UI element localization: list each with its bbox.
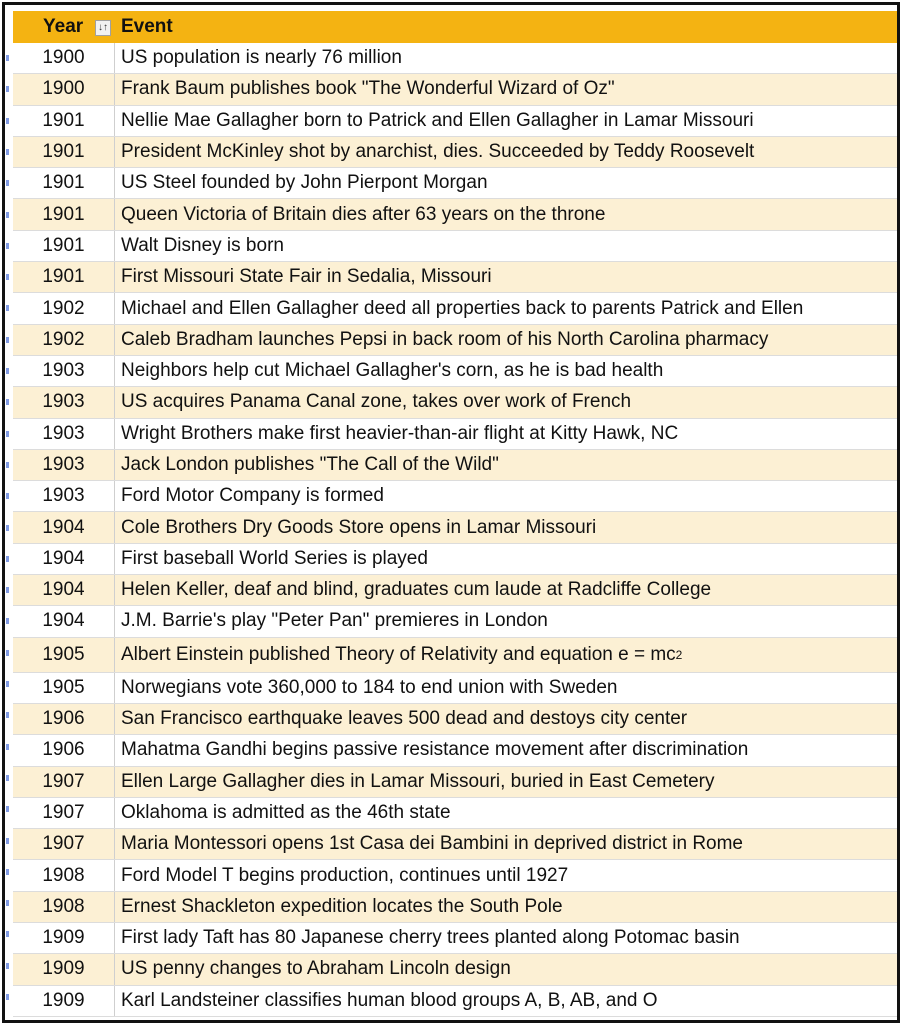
table-row[interactable] <box>13 419 897 450</box>
event-text: Caleb Bradham launches Pepsi in back room of his North Carolina pharmacy <box>121 328 769 350</box>
table-row[interactable] <box>13 986 897 1017</box>
year-cell[interactable]: 1903 <box>13 356 115 386</box>
row-edge-tick <box>6 243 9 249</box>
table-row[interactable] <box>13 450 897 481</box>
event-cell[interactable] <box>115 137 754 167</box>
table-row[interactable] <box>13 923 897 954</box>
table-row[interactable] <box>13 199 897 230</box>
row-edge-tick <box>6 337 9 343</box>
row-edge-tick <box>6 493 9 499</box>
row-edge-tick <box>6 86 9 92</box>
event-cell[interactable] <box>115 387 631 417</box>
table-row[interactable] <box>13 860 897 891</box>
table-row[interactable] <box>13 325 897 356</box>
event-text: Ford Motor Company is formed <box>121 485 384 507</box>
year-cell[interactable]: 1904 <box>13 606 115 636</box>
row-edge-tick <box>6 806 9 812</box>
row-edge-tick <box>6 399 9 405</box>
event-cell[interactable] <box>115 481 384 511</box>
year-cell[interactable]: 1901 <box>13 231 115 261</box>
year-cell[interactable]: 1904 <box>13 544 115 574</box>
event-text: Queen Victoria of Britain dies after 63 years on the throne <box>121 203 606 225</box>
row-edge-tick <box>6 838 9 844</box>
event-cell[interactable] <box>115 262 492 292</box>
table-row[interactable] <box>13 106 897 137</box>
header-year-label: Year <box>43 16 84 37</box>
row-edge-tick <box>6 963 9 969</box>
event-text: Jack London publishes "The Call of the Wild" <box>121 454 499 475</box>
row-edge-tick <box>6 869 9 875</box>
table-header <box>13 11 897 43</box>
year-cell[interactable]: 1904 <box>13 512 115 542</box>
row-edge-tick <box>6 650 9 656</box>
table-row[interactable] <box>13 262 897 293</box>
event-cell[interactable] <box>115 767 715 797</box>
table-row[interactable] <box>13 387 897 418</box>
year-cell[interactable]: 1901 <box>13 168 115 198</box>
event-cell[interactable] <box>115 606 548 636</box>
event-text: Frank Baum publishes book "The Wonderful Wizard of Oz" <box>121 78 615 100</box>
event-text: Nellie Mae Gallagher born to Patrick and Ellen Gallagher in Lamar Missouri <box>121 109 754 131</box>
year-cell[interactable]: 1909 <box>13 954 115 984</box>
row-edge-tick <box>6 681 9 687</box>
event-cell[interactable] <box>115 544 428 574</box>
event-text: Mahatma Gandhi begins passive resistance movement after discrimination <box>121 739 749 761</box>
spreadsheet-frame <box>2 2 900 1023</box>
event-text: San Francisco earthquake leaves 500 dead and destoys city center <box>121 708 688 730</box>
year-cell[interactable]: 1900 <box>13 43 115 73</box>
table-row[interactable] <box>13 829 897 860</box>
event-text: President McKinley shot by anarchist, dies. Succeeded by Teddy Roosevelt <box>121 141 755 163</box>
table-row[interactable] <box>13 512 897 543</box>
event-text: Cole Brothers Dry Goods Store opens in Lamar Missouri <box>121 516 597 538</box>
year-cell[interactable]: 1905 <box>13 673 115 703</box>
year-cell[interactable]: 1908 <box>13 860 115 890</box>
year-cell[interactable]: 1902 <box>13 293 115 323</box>
table-row[interactable] <box>13 767 897 798</box>
event-text: US penny changes to Abraham Lincoln design <box>121 958 511 980</box>
event-text: Ford Model T begins production, continues until 1927 <box>121 864 569 886</box>
year-cell[interactable]: 1905 <box>13 638 115 672</box>
table-row[interactable] <box>13 606 897 637</box>
event-text: US population is nearly 76 million <box>121 47 402 69</box>
year-cell[interactable]: 1903 <box>13 450 115 480</box>
row-edge-tick <box>6 368 9 374</box>
year-cell[interactable]: 1901 <box>13 137 115 167</box>
year-cell[interactable]: 1902 <box>13 325 115 355</box>
row-edge-tick <box>6 431 9 437</box>
table-row[interactable] <box>13 544 897 575</box>
event-text: US Steel founded by John Pierpont Morgan <box>121 172 488 194</box>
row-edge-tick <box>6 744 9 750</box>
event-text: J.M. Barrie's play "Peter Pan" premieres in London <box>121 610 548 632</box>
event-text: Oklahoma is admitted as the 46th state <box>121 801 451 823</box>
event-text: Neighbors help cut Michael Gallagher's corn, as he is bad health <box>121 360 664 382</box>
year-cell[interactable]: 1906 <box>13 735 115 765</box>
year-cell[interactable]: 1907 <box>13 829 115 859</box>
event-cell[interactable] <box>115 325 768 355</box>
table-row[interactable] <box>13 168 897 199</box>
event-cell[interactable] <box>115 419 678 449</box>
event-cell[interactable] <box>115 356 663 386</box>
row-edge-tick <box>6 55 9 61</box>
year-cell[interactable]: 1909 <box>13 986 115 1016</box>
year-cell[interactable]: 1906 <box>13 704 115 734</box>
year-cell[interactable]: 1901 <box>13 262 115 292</box>
event-cell[interactable] <box>115 986 658 1016</box>
table-row[interactable] <box>13 231 897 262</box>
row-selector-edge <box>5 43 13 1023</box>
table-row[interactable] <box>13 638 897 673</box>
table-row[interactable] <box>13 575 897 606</box>
event-cell[interactable] <box>115 512 596 542</box>
event-text: Michael and Ellen Gallagher deed all properties back to parents Patrick and Ellen <box>121 297 804 319</box>
year-cell[interactable]: 1903 <box>13 481 115 511</box>
event-cell[interactable] <box>115 954 511 984</box>
row-edge-tick <box>6 994 9 1000</box>
year-cell[interactable]: 1901 <box>13 106 115 136</box>
row-edge-tick <box>6 118 9 124</box>
year-cell[interactable]: 1909 <box>13 923 115 953</box>
event-cell[interactable] <box>115 199 605 229</box>
row-edge-tick <box>6 462 9 468</box>
table-row[interactable] <box>13 954 897 985</box>
event-cell[interactable] <box>115 829 743 859</box>
year-cell[interactable]: 1903 <box>13 419 115 449</box>
event-cell[interactable] <box>115 168 488 198</box>
event-text: Wright Brothers make first heavier-than-air flight at Kitty Hawk, NC <box>121 422 679 444</box>
year-cell[interactable]: 1901 <box>13 199 115 229</box>
event-cell[interactable] <box>115 106 754 136</box>
table-row[interactable] <box>13 673 897 704</box>
row-edge-tick <box>6 587 9 593</box>
year-cell[interactable]: 1904 <box>13 575 115 605</box>
event-cell[interactable] <box>115 735 748 765</box>
event-text: Helen Keller, deaf and blind, graduates cum laude at Radcliffe College <box>121 579 712 601</box>
event-cell[interactable] <box>115 575 711 605</box>
event-cell[interactable] <box>115 892 563 922</box>
sort-filter-icon[interactable]: ↓↑ <box>95 20 111 36</box>
event-cell[interactable] <box>115 798 451 828</box>
row-edge-tick <box>6 712 9 718</box>
event-cell[interactable] <box>115 923 740 953</box>
event-text: First Missouri State Fair in Sedalia, Missouri <box>121 266 492 288</box>
table-row[interactable] <box>13 74 897 105</box>
table-row[interactable] <box>13 481 897 512</box>
year-cell[interactable]: 1903 <box>13 387 115 417</box>
row-edge-tick <box>6 931 9 937</box>
event-cell[interactable] <box>115 673 617 703</box>
event-cell[interactable] <box>115 450 499 480</box>
row-edge-tick <box>6 149 9 155</box>
event-text: Maria Montessori opens 1st Casa dei Bambini in deprived district in Rome <box>121 833 743 855</box>
table-row[interactable] <box>13 137 897 168</box>
event-superscript: 2 <box>675 647 683 662</box>
event-cell[interactable] <box>115 860 568 890</box>
table-row[interactable] <box>13 798 897 829</box>
event-text: US acquires Panama Canal zone, takes over work of French <box>121 391 632 413</box>
row-edge-tick <box>6 212 9 218</box>
event-text: Karl Landsteiner classifies human blood groups A, B, AB, and O <box>121 989 658 1011</box>
header-year-cell[interactable] <box>13 11 115 43</box>
event-cell[interactable] <box>115 638 682 672</box>
row-edge-tick <box>6 305 9 311</box>
table-row[interactable] <box>13 735 897 766</box>
event-text: Walt Disney is born <box>121 234 284 256</box>
row-edge-tick <box>6 900 9 906</box>
row-edge-tick <box>6 775 9 781</box>
row-edge-tick <box>6 525 9 531</box>
table-row[interactable] <box>13 704 897 735</box>
event-cell[interactable] <box>115 704 687 734</box>
event-text: Ernest Shackleton expedition locates the South Pole <box>121 895 563 917</box>
table-body <box>13 43 897 1017</box>
event-text: First baseball World Series is played <box>121 547 428 569</box>
year-cell[interactable]: 1900 <box>13 74 115 104</box>
year-cell[interactable]: 1907 <box>13 767 115 797</box>
table-row[interactable] <box>13 356 897 387</box>
year-cell[interactable]: 1908 <box>13 892 115 922</box>
event-text: First lady Taft has 80 Japanese cherry trees planted along Potomac basin <box>121 927 740 949</box>
header-event-label[interactable]: Event <box>121 16 173 37</box>
event-text: Albert Einstein published Theory of Relativity and equation e = mc <box>121 643 676 665</box>
row-edge-tick <box>6 180 9 186</box>
event-cell[interactable] <box>115 43 402 73</box>
table-row[interactable] <box>13 43 897 74</box>
table-row[interactable] <box>13 892 897 923</box>
table-row[interactable] <box>13 293 897 324</box>
event-text: Ellen Large Gallagher dies in Lamar Missouri, buried in East Cemetery <box>121 770 715 792</box>
event-cell[interactable] <box>115 231 284 261</box>
year-cell[interactable]: 1907 <box>13 798 115 828</box>
event-cell[interactable] <box>115 293 803 323</box>
row-edge-tick <box>6 556 9 562</box>
event-text: Norwegians vote 360,000 to 184 to end union with Sweden <box>121 676 618 698</box>
row-edge-tick <box>6 618 9 624</box>
row-edge-tick <box>6 274 9 280</box>
event-cell[interactable] <box>115 74 615 104</box>
